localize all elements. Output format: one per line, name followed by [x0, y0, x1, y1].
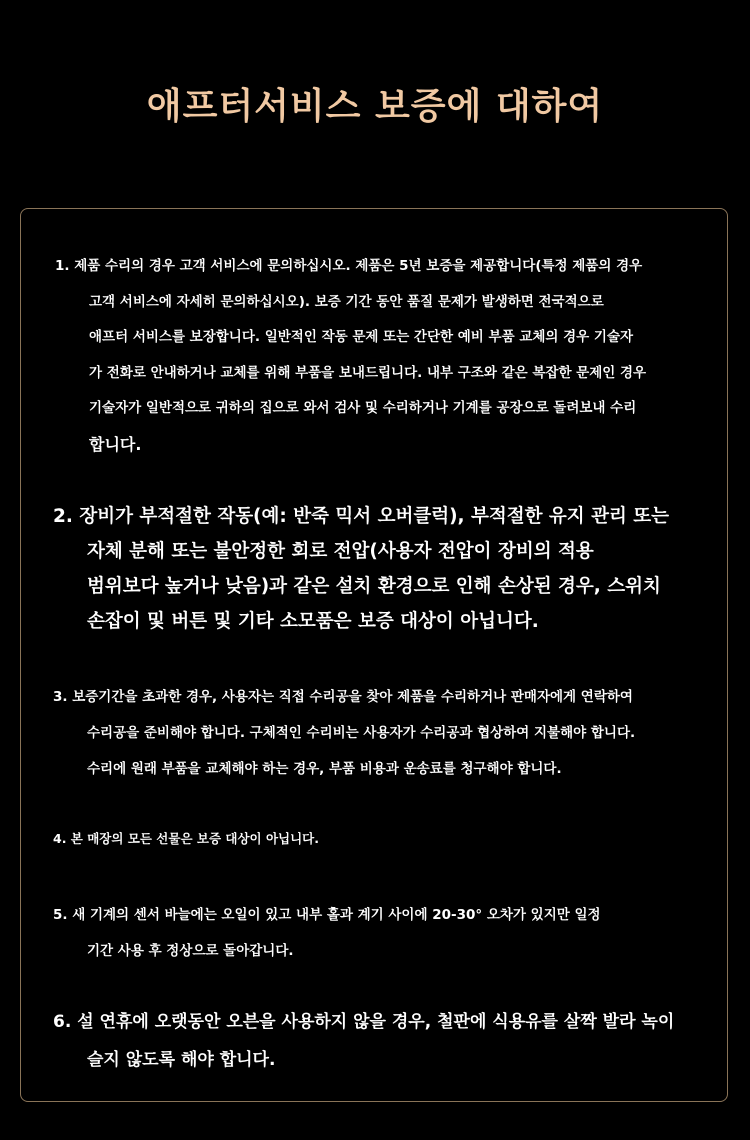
item-line: 합니다. — [89, 434, 142, 454]
warranty-item-4 — [53, 825, 703, 853]
item-line: 5. 새 기계의 센서 바늘에는 오일이 있고 내부 홀과 계기 사이에 20-30° 오차가 있지만 일정 — [53, 907, 601, 923]
item-line: 1. 제품 수리의 경우 고객 서비스에 문의하십시오. 제품은 5년 보증을 제공합니다(특정 제품의 경우 — [55, 258, 643, 274]
warranty-item-2 — [53, 499, 703, 639]
warranty-item-3 — [53, 679, 703, 787]
item-line: 손잡이 및 버튼 및 기타 소모품은 보증 대상이 아닙니다. — [87, 611, 539, 632]
item-line: 가 전화로 안내하거나 교체를 위해 부품을 보내드립니다. 내부 구조와 같은 복잡한 문제인 경우 — [89, 364, 647, 381]
warranty-item-5 — [53, 897, 703, 969]
item-line: 4. 본 매장의 모든 선물은 보증 대상이 아닙니다. — [53, 831, 320, 846]
item-line: 수리에 원래 부품을 교체해야 하는 경우, 부품 비용과 운송료를 청구해야 합니다. — [87, 761, 562, 777]
item-line: 2. 장비가 부적절한 작동(예: 반죽 믹서 오버클럭), 부적절한 유지 관리 또는 — [53, 506, 670, 527]
item-line: 범위보다 높거나 낮음)과 같은 설치 환경으로 인해 손상된 경우, 스위치 — [87, 576, 661, 597]
item-line: 기간 사용 후 정상으로 돌아갑니다. — [87, 943, 294, 959]
page-title: 애프터서비스 보증에 대하여 — [146, 86, 604, 127]
item-line: 슬지 않도록 해야 합니다. — [87, 1050, 276, 1070]
item-line: 수리공을 준비해야 합니다. 구체적인 수리비는 사용자가 수리공과 협상하여 지불해야 합니다. — [87, 725, 636, 741]
item-line: 3. 보증기간을 초과한 경우, 사용자는 직접 수리공을 찾아 제품을 수리하거나 판매자에게 연락하여 — [53, 689, 633, 705]
item-line: 애프터 서비스를 보장합니다. 일반적인 작동 문제 또는 간단한 예비 부품 교체의 경우 기술자 — [89, 329, 634, 345]
item-line: 자체 분해 또는 불안정한 회로 전압(사용자 전압이 장비의 적용 — [87, 541, 594, 562]
warranty-item-1 — [55, 249, 695, 462]
warranty-item-6 — [53, 1003, 723, 1079]
item-line: 고객 서비스에 자세히 문의하십시오). 보증 기간 동안 품질 문제가 발생하면 전국적으로 — [89, 293, 604, 310]
item-line: 기술자가 일반적으로 귀하의 집으로 와서 검사 및 수리하거나 기계를 공장으로 돌려보내 수리 — [89, 400, 637, 416]
warranty-terms-box — [20, 208, 728, 1102]
item-line: 6. 설 연휴에 오랫동안 오븐을 사용하지 않을 경우, 철판에 식용유를 살짝 발라 녹이 — [53, 1012, 675, 1032]
